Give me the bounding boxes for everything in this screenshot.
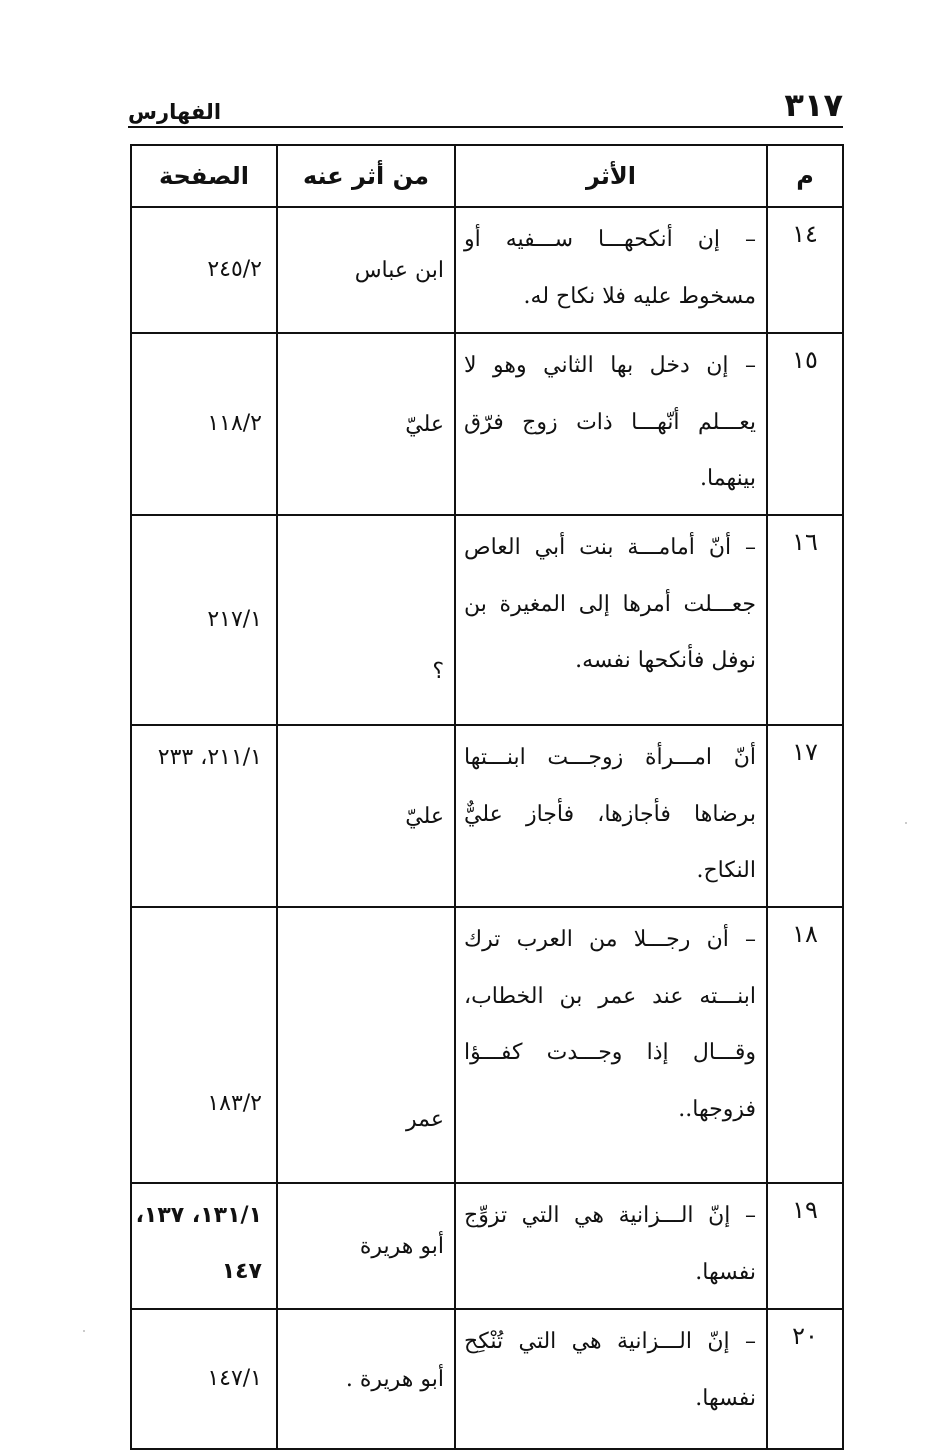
narrator: عمر bbox=[277, 907, 455, 1183]
page-header bbox=[128, 82, 843, 128]
column-header-who: من أثر عنه bbox=[277, 145, 455, 207]
page-reference: ١١٨/٢ bbox=[131, 333, 277, 515]
column-header-num: م bbox=[767, 145, 843, 207]
page-reference: ٢١١/١، ٢٣٣ bbox=[131, 725, 277, 907]
page-reference: ١٣١/١، ١٣٧، ١٤٧ bbox=[131, 1183, 277, 1309]
row-number: ١٦ bbox=[767, 515, 843, 725]
column-header-page: الصفحة bbox=[131, 145, 277, 207]
row-number: ١٤ bbox=[767, 207, 843, 333]
narrator: عليّ bbox=[277, 725, 455, 907]
narrator: أبو هريرة . bbox=[277, 1309, 455, 1449]
row-number: ١٨ bbox=[767, 907, 843, 1183]
table-row bbox=[131, 333, 843, 515]
page-reference: ٢٤٥/٢ bbox=[131, 207, 277, 333]
athar-text: أنّ امـــرأة زوجـــت ابنـــتها برضاها فأجازها، فأجاز عليٌّ النكاح. bbox=[455, 725, 767, 907]
athar-text: – إن أنكحهـــا ســـفيه أو مسخوط عليه فلا نكاح له. bbox=[455, 207, 767, 333]
athar-text: – إنّ الـــزانية هي التي تُنْكِح نفسها. bbox=[455, 1309, 767, 1449]
athar-text: – أن رجـــلا من العرب ترك ابنـــته عند عمر بن الخطاب، وقـــال إذا وجـــدت كفـــؤا فزوجها.. bbox=[455, 907, 767, 1183]
scan-speck bbox=[83, 1330, 85, 1332]
athar-text: – إنّ الـــزانية هي التي تزوِّج نفسها. bbox=[455, 1183, 767, 1309]
athar-index-table bbox=[130, 144, 844, 1450]
column-header-athar: الأثر bbox=[455, 145, 767, 207]
table-row bbox=[131, 1183, 843, 1309]
narrator: ؟ bbox=[277, 515, 455, 725]
narrator: ابن عباس bbox=[277, 207, 455, 333]
table-row bbox=[131, 1309, 843, 1449]
narrator: عليّ bbox=[277, 333, 455, 515]
running-title: الفهارس bbox=[128, 100, 222, 124]
athar-text: – أنّ أمامـــة بنت أبي العاص جعـــلت أمرها إلى المغيرة بن نوفل فأنكحها نفسه. bbox=[455, 515, 767, 725]
scan-speck bbox=[905, 822, 907, 824]
row-number: ١٥ bbox=[767, 333, 843, 515]
row-number: ١٩ bbox=[767, 1183, 843, 1309]
page-reference: ٢١٧/١ bbox=[131, 515, 277, 725]
page-reference: ١٨٣/٢ bbox=[131, 907, 277, 1183]
table-row bbox=[131, 515, 843, 725]
page-number: ٣١٧ bbox=[784, 86, 843, 124]
row-number: ١٧ bbox=[767, 725, 843, 907]
athar-text: – إن دخل بها الثاني وهو لا يعـــلم أنّهـــا ذات زوج فرّق بينهما. bbox=[455, 333, 767, 515]
row-number: ٢٠ bbox=[767, 1309, 843, 1449]
table-row bbox=[131, 725, 843, 907]
narrator: أبو هريرة bbox=[277, 1183, 455, 1309]
table-header-row bbox=[131, 145, 843, 207]
table-row bbox=[131, 907, 843, 1183]
table-row bbox=[131, 207, 843, 333]
page-reference: ١٤٧/١ bbox=[131, 1309, 277, 1449]
